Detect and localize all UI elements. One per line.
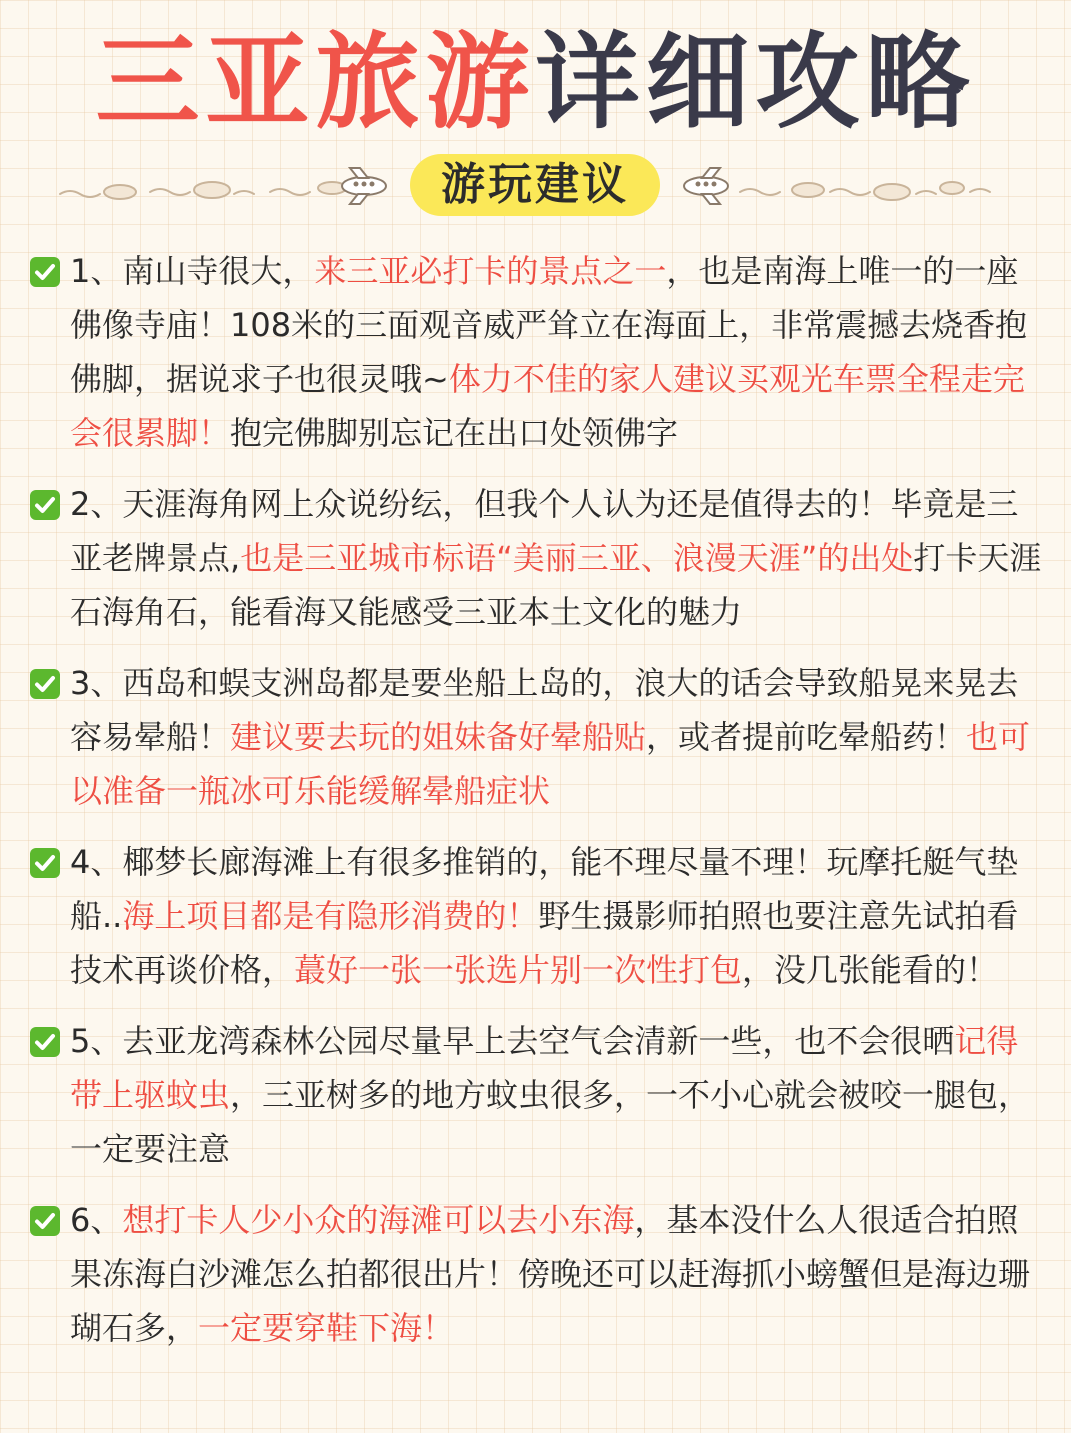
check-mark-icon: [30, 1027, 60, 1057]
tip-highlight-text: 也可以准备一瓶冰可乐能缓解晕船症状: [70, 718, 1031, 810]
check-mark-icon: [30, 669, 60, 699]
tip-text: ，也是南海上唯一的一座佛像寺庙！108米的三面观音威严耸立在海面上，非常震撼去烧香抱佛脚，据说求子也很灵哦~: [70, 252, 1028, 398]
tip-text: 野生摄影师拍照也要注意先试拍看技术再谈价格，: [70, 897, 1019, 989]
tip-text: ，或者提前吃晕船药！: [646, 718, 967, 756]
tip-item: [30, 1193, 1048, 1355]
airplane-icon: [342, 168, 386, 204]
tip-item: [30, 656, 1048, 818]
check-mark-icon: [30, 257, 60, 287]
tip-text: 5、去亚龙湾森林公园尽量早上去空气会清新一些，也不会很晒: [70, 1022, 955, 1060]
tip-highlight-text: 也是三亚城市标语“美丽三亚、浪漫天涯”的出处: [240, 539, 914, 577]
tip-text: ，没几张能看的！: [742, 951, 999, 989]
tip-text: 2、天涯海角网上众说纷纭，但我个人认为还是值得去的！毕竟是三亚老牌景点,: [70, 485, 1019, 577]
check-mark-icon: [30, 848, 60, 878]
page-title: [0, 22, 1071, 142]
tip-text: ，三亚树多的地方蚊虫很多，一不小心就会被咬一腿包，一定要注意: [70, 1076, 1031, 1168]
tip-item: [30, 835, 1048, 997]
tip-highlight-text: 体力不佳的家人建议买观光车票全程走完会很累脚！: [70, 360, 1025, 452]
tip-text: 抱完佛脚别忘记在出口处领佛字: [230, 414, 679, 452]
tip-text: 4、椰梦长廊海滩上有很多推销的，能不理尽量不理！玩摩托艇气垫船..: [70, 843, 1019, 935]
tip-highlight-text: 记得带上驱蚊虫: [70, 1022, 1019, 1114]
title-red-part: 三亚旅游: [95, 21, 536, 143]
tip-item: [30, 477, 1048, 639]
tip-text: 6、: [70, 1201, 123, 1239]
subtitle-badge: 游玩建议: [410, 154, 660, 216]
tip-text: 3、西岛和蜈支洲岛都是要坐船上岛的，浪大的话会导致船晃来晃去容易晕船！: [70, 664, 1019, 756]
tip-item: [30, 244, 1048, 460]
tip-highlight-text: 想打卡人少小众的海滩可以去小东海: [122, 1201, 635, 1239]
airplane-icon: [684, 168, 728, 204]
check-mark-icon: [30, 1206, 60, 1236]
tip-text: 打卡天涯石海角石，能看海又能感受三亚本土文化的魅力: [70, 539, 1042, 631]
tip-highlight-text: 海上项目都是有隐形消费的！: [122, 897, 539, 935]
cloud-icon: [58, 164, 388, 212]
cloud-icon: [680, 164, 1010, 212]
tip-highlight-text: 来三亚必打卡的景点之一: [314, 252, 667, 290]
subtitle-row: [0, 150, 1071, 222]
tips-list: [30, 244, 1048, 1372]
check-mark-icon: [30, 490, 60, 520]
tip-highlight-text: 一定要穿鞋下海！: [198, 1309, 455, 1347]
tip-text: ，基本没什么人很适合拍照果冻海白沙滩怎么拍都很出片！傍晚还可以赶海抓小螃蟹但是海边珊瑚石多，: [70, 1201, 1031, 1347]
tip-item: [30, 1014, 1048, 1176]
tip-highlight-text: 建议要去玩的姐妹备好晕船贴: [230, 718, 647, 756]
tip-highlight-text: 蕞好一张一张选片别一次性打包: [294, 951, 743, 989]
title-dark-part: 详细攻略: [535, 21, 976, 143]
tip-text: 1、南山寺很大，: [70, 252, 315, 290]
